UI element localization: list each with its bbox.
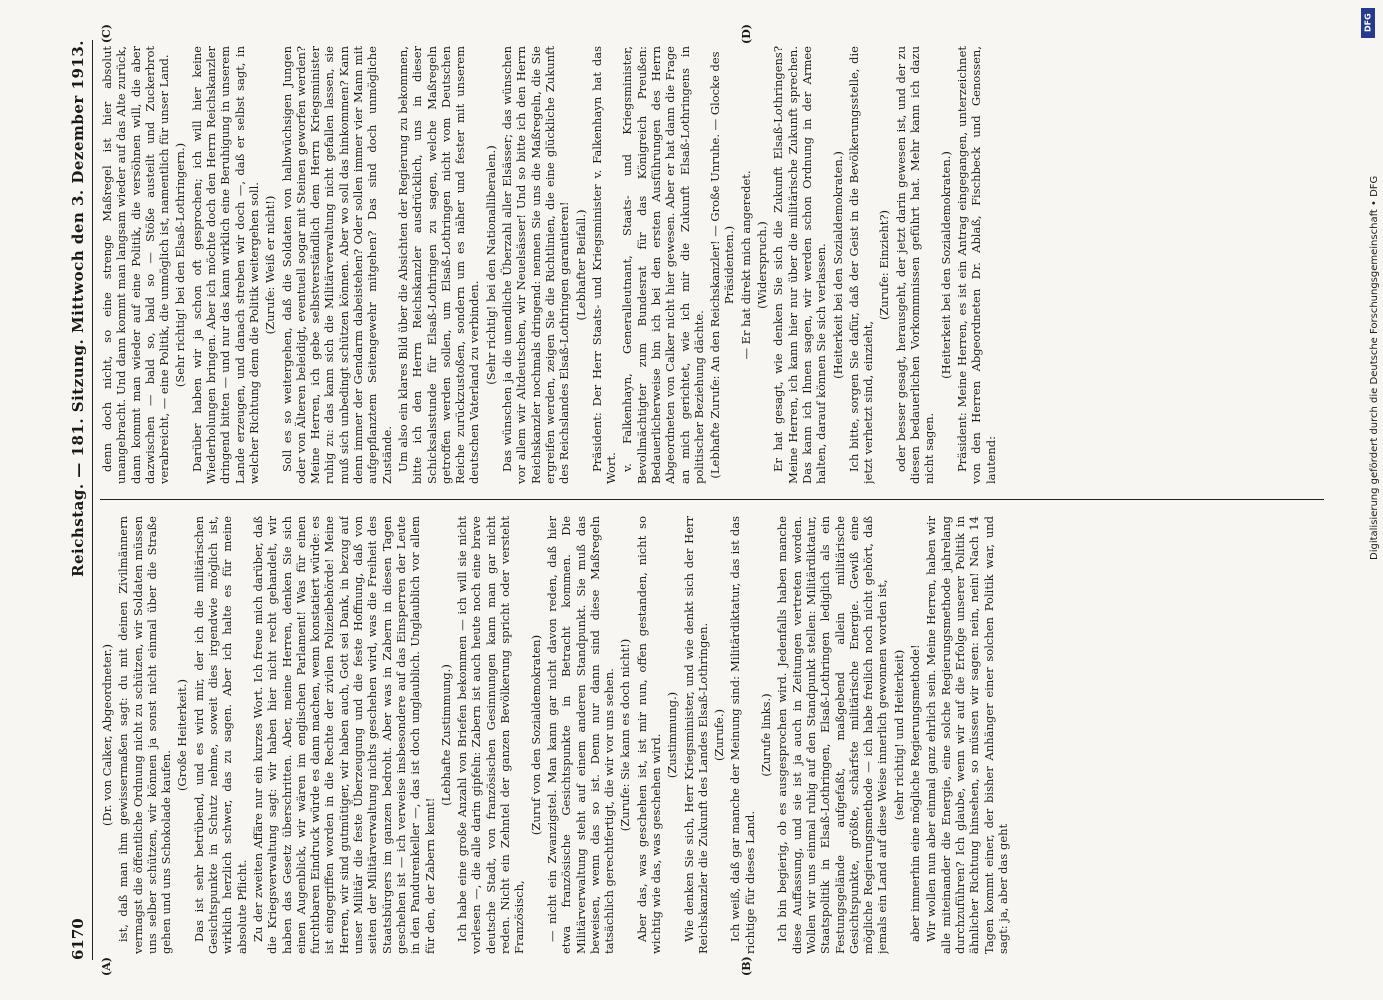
left-paragraph: ist, daß man ihm gewissermaßen sagt: du mit deinen Zivilmännern vermagst die öffentliche Ordnung nicht zu schützen, wir Soldaten müssen uns selber schützen, wir können ja sonst nicht einmal über die Straße gehen und uns Schokolade kaufen. [116,516,174,954]
right-paragraph: (Heiterkeit bei den Sozialdemokraten.) [938,151,953,379]
left-paragraph: (sehr richtig! und Heiterkeit) [891,649,906,821]
right-paragraph: (Sehr richtig! bei den Nationalliberalen.) [483,145,498,385]
digitization-note: Digitalisierung gefördert durch die Deutsche Forschungsgemeinschaft • DFG [1369,175,1380,560]
left-paragraph: Ich bin begierig, ob es ausgesprochen wird. Jedenfalls haben manche diese Auffassung, und sie ist ja auch in Zeitungen vertreten worden. Wollen wir uns einmal ruhig auf den Standpunkt stellen: Militärdiktatur, Staatspolitik in Elsaß-Lothringen, Elsaß-Lothringen lediglich als ein Festungsgelände aufgefaßt, maßgebend allein militärische Gesichtspunkte, größte, schärfste militärische Energie. Gewiß eine mögliche Regierungsmethode — ich habe freilich noch nicht gehört, daß jemals ein Land auf diese Weise innerlich gewonnen worden ist, [775,516,890,954]
left-paragraph: (Dr. von Calker, Abgeordneter.) [100,643,114,827]
page-number: 6170 [69,918,87,960]
right-paragraph: — Er hat direkt mich angeredet. [738,170,753,360]
margin-marker-c: (C) [100,24,113,44]
rotated-page [46,20,1336,980]
left-paragraph: (Zurufe links.) [759,693,774,777]
right-paragraph: Um also ein klares Bild über die Absichten der Regierung zu bekommen, bitte ich den Herrn Reichskanzler ausdrücklich, uns in dieser Schicksalsstunde für Elsaß-Lothringen zu sagen, welche Maßregeln getroffen werden sollen, um Elsaß-Lothringen nicht vom Deutschen Reiche zurückzustoßen, sondern um es näher und fester mit unserem deutschen Vaterland zu verbinden. [395,46,482,484]
left-paragraph: Das ist sehr betrübend, und es wird mir, der ich die militärischen Gesichtspunkte in Schutz nehme, soweit dies irgendwie möglich ist, wirklich herzlich schwer, das zu sagen. Aber ich halte es für meine absolute Pflicht. [191,516,249,954]
right-column [100,46,1324,484]
margin-marker-a: (A) [100,957,113,976]
right-paragraph: (Sehr richtig! bei den Elsaß-Lothringern.) [173,142,188,388]
right-paragraph: v. Falkenhayn, Generalleutnant, Staats- und Kriegsminister, Bevollmächtigter zum Bundesrat für das Königreich Preußen: Bedauerlicherweise bin ich bei den ersten Ausführungen des Herrn Abgeordneten von Calker nicht hier gewesen. Aber er hat dann die Frage an mich gerichtet, wie ich mir die Zukunft Elsaß-Lothringens in politischer Beziehung dächte. [620,46,706,484]
right-paragraph: denn doch nicht, so eine strenge Maßregel ist hier absolut unangebracht. Und dann kommt man langsam wieder auf das Alte zurück, dann kommt man wieder auf eine Politik, die versöhnen will, die aber dazwischen — bald so, bald so — Stöße austeilt und Zuckerbrot verabreicht, — eine Politik, die unmöglich ist, namentlich für unser Land. [100,46,172,484]
left-paragraph: (Zurufe.) [712,709,727,761]
right-paragraph: Präsident: Meine Herren, es ist ein Antrag eingegangen, unterzeichnet von den Herren Abgeordneten Dr. Ablaß, Fischbeck und Genossen, lautend: [954,46,998,484]
right-paragraph: (Zurufe: Weiß er nicht!) [263,195,278,335]
dfg-logo: DFG [1361,8,1375,38]
left-paragraph: Ich weiß, daß gar manche der Meinung sind: Militärdiktatur, das ist das richtige für dieses Land. [728,516,757,954]
page-title: Reichstag. — 181. Sitzung. Mittwoch den 3. Dezember 1913. [69,40,87,577]
page-header [64,40,93,960]
left-paragraph: (Lebhafte Zustimmung.) [438,664,453,806]
left-paragraph: (Zuruf von den Sozialdemokraten) [528,634,543,836]
left-paragraph: (Zustimmung.) [665,691,680,779]
left-paragraph: Wir wollen nun aber einmal ganz ehrlich sein. Meine Herren, haben wir alle miteinander die Energie, eine solche Regierungsmethode jahrelang durchzuführen? Ich glaube, wenn wir auf die Erfolge unserer Politik in ähnlicher Richtung hinsehen, so müssen wir sagen: nein, nein! Nach 14 Tagen kommt einer, der bisher Anhänger einer solchen Politik war, und sagt: ja, aber das geht [924,516,1010,954]
left-paragraph: Wie denken Sie sich, Herr Kriegsminister, und wie denkt sich der Herr Reichskanzler die Zukunft des Landes Elsaß-Lothringen. [681,516,710,954]
right-paragraph: oder besser gesagt, herausgeht, der jetzt darin gewesen ist, und der zu diesen bedauerlichen Vorkommnissen geführt hat. Mehr kann ich dazu nicht sagen. [893,46,937,484]
left-paragraph: — nicht ein Zwanzigstel. Man kann gar nicht davon reden, daß hier etwa französische Gesichtspunkte in Betracht kommen. Die Militärverwaltung steht auf einem anderen Standpunkt. Sie muß das beweisen, wenn das so ist. Denn nur dann sind diese Maßregeln tatsächlich gerechtfertigt, die wir vor uns sehen. [544,516,617,954]
left-paragraph: Ich habe eine große Anzahl von Briefen bekommen — ich will sie nicht vorlesen —, die alle darin gipfeln: Zabern ist auch heute noch eine brave deutsche Stadt, von französischen Gesinnungen kann man gar nicht reden. Nicht ein Zehntel der ganzen Bevölkerung spricht oder versteht Französisch, [455,516,527,954]
right-paragraph: (Zurufe: Einzieht?) [877,209,892,321]
right-paragraph: Ich bitte, sorgen Sie dafür, daß der Geist in die Bevölkerungsstelle, die jetzt verhetzt sind, einzieht, [846,46,876,484]
left-paragraph: (Große Heiterkeit.) [175,679,190,791]
right-paragraph: (Lebhafter Beifall.) [573,209,588,321]
left-column [100,516,1324,954]
left-paragraph: Aber das, was geschehen ist, ist mir nun, offen gestanden, nicht so wichtig wie das, was geschehen wird. [634,516,663,954]
right-paragraph: Das wünschen ja die unendliche Überzahl aller Elsässer; das wünschen vor allem wir Altdeutschen, wir Neuelsässer! Und so bitte ich den Herrn Reichskanzler nochmals dringend: nennen Sie uns die Maßregeln, die Sie ergreifen werden, zeigen Sie die Richtlinien, die eine glückliche Zukunft des Reichslandes Elsaß-Lothringen garantieren! [500,46,572,484]
right-paragraph: (Heiterkeit bei den Sozialdemokraten.) [830,151,845,379]
left-paragraph: aber immerhin eine mögliche Regierungsmethode! [908,644,923,942]
right-paragraph: Er hat gesagt, wie denken Sie sich die Zukunft Elsaß-Lothringens? Meine Herren, ich kann hier nur über die militärische Zukunft sprechen. Das kann ich Ihnen sagen, wir werden schon Ordnung in der Armee halten, darauf können Sie sich verlassen. [771,46,829,484]
right-paragraph: Soll es so weitergehen, daß die Soldaten von halbwüchsigen Jungen oder von Älteren beleidigt, eventuell sogar mit Steinen geworfen werden? Meine Herren, ich gebe selbstverständlich dem Herrn Kriegsminister ruhig zu: das kann sich die Militärverwaltung nicht gefallen lassen, sie muß sich unbedingt schützen können. Aber wo soll das hinkommen? Kann denn immer der Gendarm dabeistehen? Oder sollen immer vier Mann mit aufgepflanztem Seitengewehr mitgehen? Das sind doch unmögliche Zustände. [279,46,394,484]
left-paragraph: Zu der zweiten Affäre nur ein kurzes Wort. Ich freue mich darüber, daß die Kriegsverwaltung sagt: wir haben hier nicht recht gehandelt, wir haben das Gesetz überschritten. Aber, meine Herren, denken Sie sich einen Augenblick, wir wären im englischen Parlament! Was für einen furchtbaren Eindruck würde es dann machen, wenn konstatiert würde: es ist eingegriffen worden in die Rechte der zivilen Polizeibehörde! Meine Herren, wir sind gutmütiger, wir haben auch, Gott sei Dank, in bezug auf unser Militär die feste Überzeugung und die feste Hoffnung, daß von seiten der Militärverwaltung nichts geschehen wird, was die Freiheit des Staatsbürgers im ganzen bedroht. Aber was in Zabern in diesen Tagen geschehen ist — ich verweise insbesondere auf das Einsperren der Leute in den Pandurenkeller —, das ist doch unglaublich. Unglaublich vor allem für den, der Zabern kennt! [250,516,437,954]
right-paragraph: (Widerspruch.) [755,221,770,309]
page-body [100,24,1324,976]
side-strip [1357,0,1381,1000]
right-paragraph: Präsident: Der Herr Staats- und Kriegsminister v. Falkenhayn hat das Wort. [589,46,619,484]
margin-marker-d: (D) [740,24,753,44]
column-divider [100,499,1324,500]
margin-marker-b: (B) [740,956,753,976]
left-paragraph: (Zurufe: Sie kann es doch nicht!) [618,638,633,832]
right-paragraph: (Lebhafte Zurufe: An den Reichskanzler! — Große Unruhe. — Glocke des Präsidenten.) [708,51,737,479]
right-paragraph: Darüber haben wir ja schon oft gesprochen; ich will hier keine Wiederholungen bringen. Aber ich möchte doch den Herrn Reichskanzler dringend bitten — und nur das kann wirklich eine Beruhigung in unserem Lande erzeugen, und danach streben wir doch —, daß er selbst sagt, in welcher Richtung denn die Politik weitergehen soll. [189,46,261,484]
